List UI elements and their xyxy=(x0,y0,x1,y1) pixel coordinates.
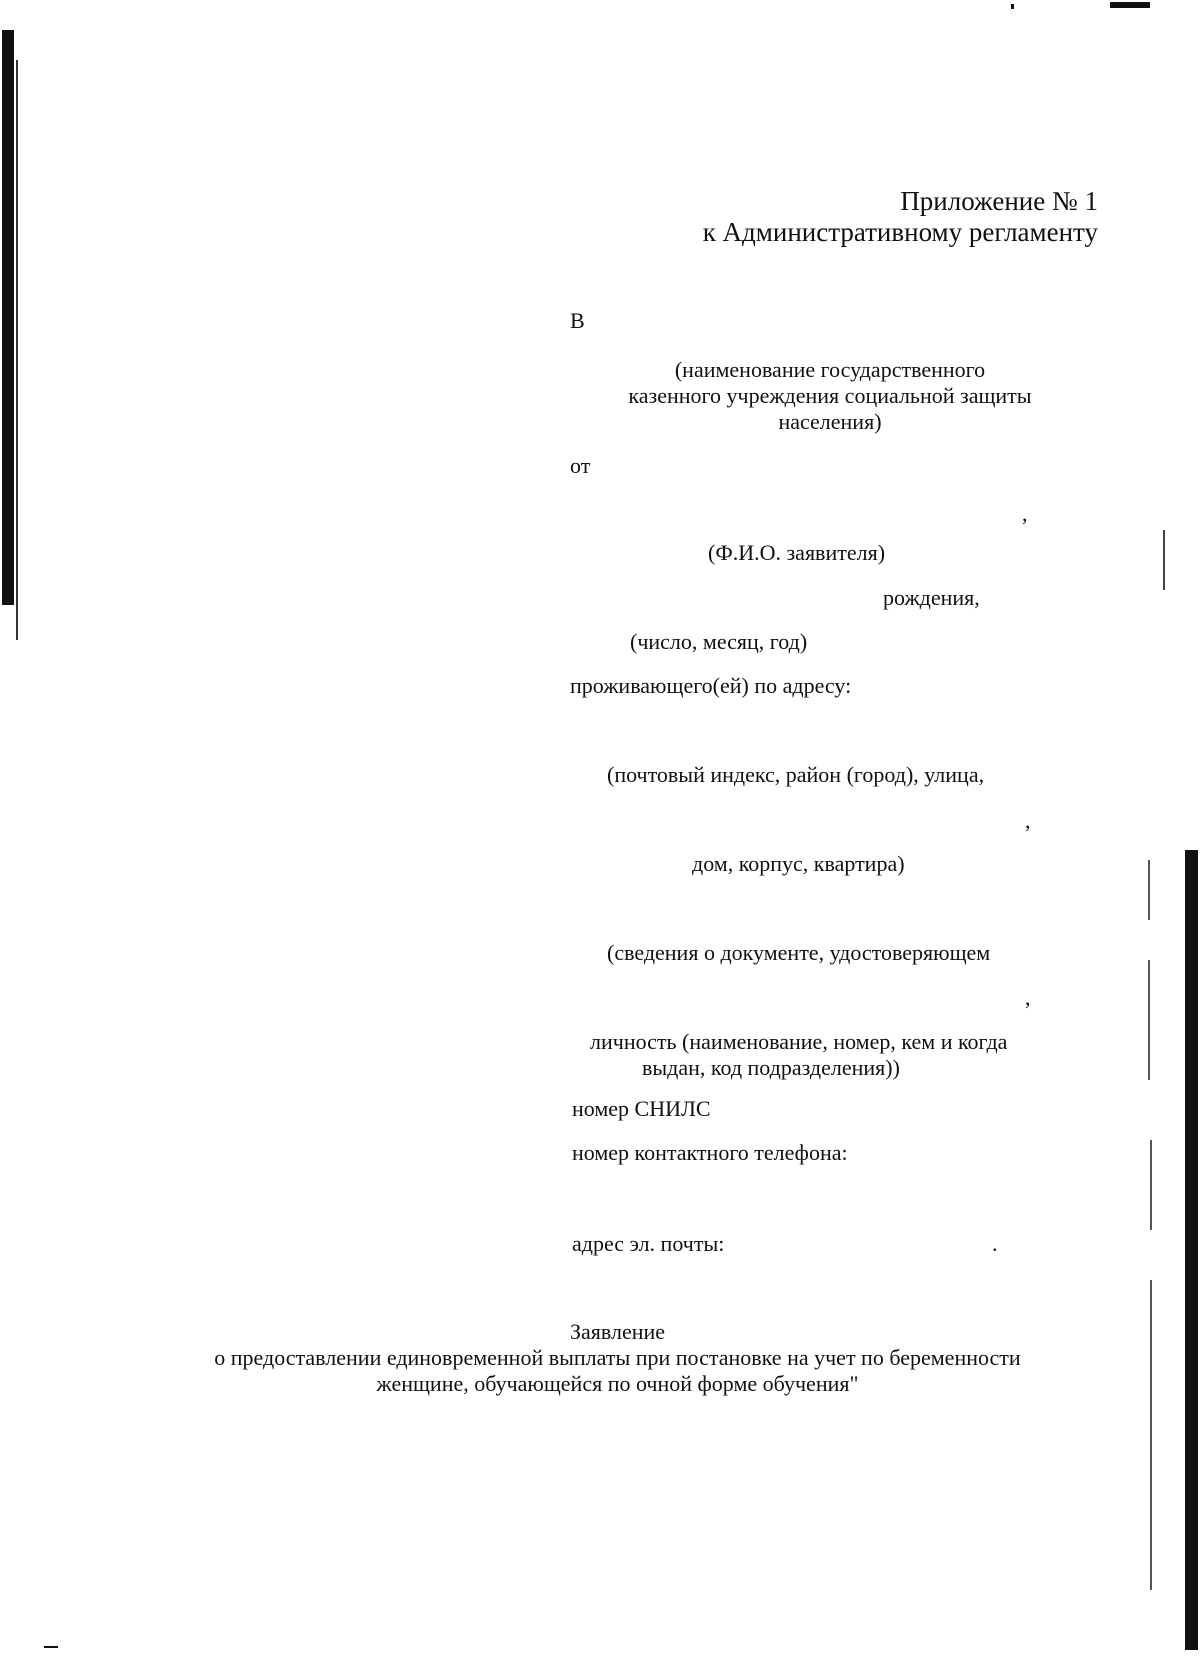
appendix-number: Приложение № 1 xyxy=(900,186,1098,216)
appendix-reference: к Административному регламенту xyxy=(702,217,1098,247)
scan-edge-right xyxy=(1185,850,1198,1650)
address-line-comma: , xyxy=(1025,808,1031,833)
birth-label: рождения, xyxy=(883,585,980,610)
email-line-end: . xyxy=(992,1231,998,1256)
scan-edge-right-thin-3 xyxy=(1148,960,1150,1080)
name-hint: (Ф.И.О. заявителя) xyxy=(708,540,886,565)
statement-subtitle-line-2: женщине, обучающейся по очной форме обучения" xyxy=(376,1371,859,1396)
scan-edge-left-thin xyxy=(16,60,18,640)
statement-subtitle-line-1: о предоставлении единовременной выплаты при постановке на учет по беременности xyxy=(214,1345,1021,1370)
identity-line-comma: , xyxy=(1025,985,1031,1010)
scan-dot-top xyxy=(1011,4,1014,9)
identity-hint-line-3: выдан, код подразделения)) xyxy=(642,1055,900,1080)
to-label: В xyxy=(570,308,585,333)
statement-title: Заявление xyxy=(569,1319,666,1344)
institution-hint-line-3: населения) xyxy=(778,409,882,434)
name-line-comma: , xyxy=(1022,501,1028,526)
scan-mark-bottom-left xyxy=(44,1646,58,1648)
address-hint-line-1: (почтовый индекс, район (город), улица, xyxy=(607,762,985,787)
identity-hint-line-2: личность (наименование, номер, кем и когда xyxy=(590,1029,1008,1054)
email-label: адрес эл. почты: xyxy=(572,1231,725,1256)
from-label: от xyxy=(570,453,591,478)
institution-hint-line-1: (наименование государственного xyxy=(674,357,986,382)
address-hint-line-2: дом, корпус, квартира) xyxy=(692,851,905,876)
phone-label: номер контактного телефона: xyxy=(572,1140,848,1165)
scan-edge-right-thin xyxy=(1163,530,1165,590)
birth-hint: (число, месяц, год) xyxy=(630,629,808,654)
identity-hint-line-1: (сведения о документе, удостоверяющем xyxy=(607,940,991,965)
institution-hint-line-2: казенного учреждения социальной защиты xyxy=(628,383,1032,408)
snils-label: номер СНИЛС xyxy=(572,1096,711,1121)
scan-edge-right-thin-2 xyxy=(1148,860,1150,920)
residence-label: проживающего(ей) по адресу: xyxy=(570,673,852,698)
scan-edge-left xyxy=(2,30,14,605)
scan-mark-top-right xyxy=(1110,2,1150,8)
scan-edge-right-thin-4 xyxy=(1150,1140,1152,1230)
